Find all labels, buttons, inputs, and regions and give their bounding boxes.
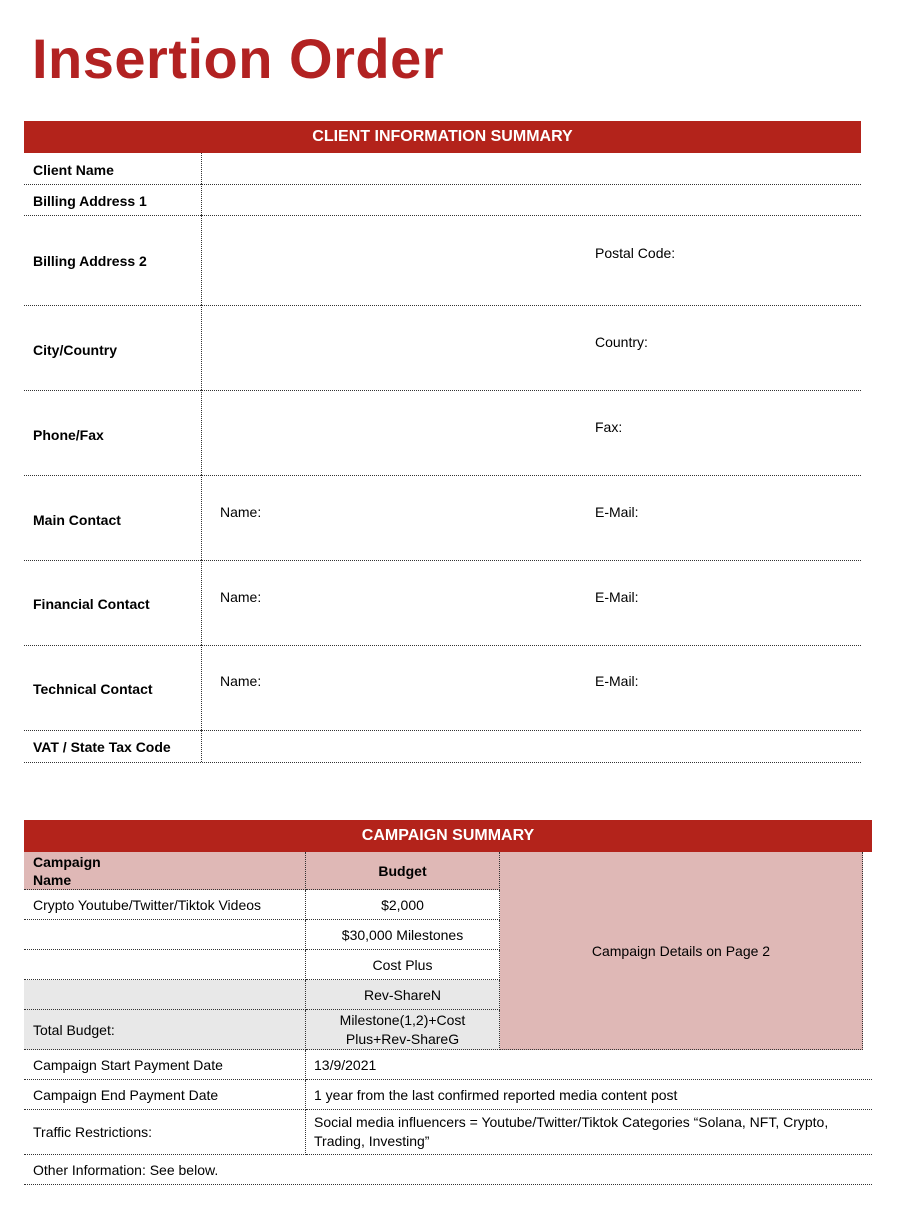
column-divider [201,305,202,390]
start-date-value: 13/9/2021 [306,1050,872,1080]
column-divider [201,390,202,475]
city-country-label: City/Country [33,342,117,358]
main-contact-email-label: E-Mail: [595,504,639,520]
technical-contact-email-label: E-Mail: [595,673,639,689]
start-date-label: Campaign Start Payment Date [24,1050,306,1080]
campaign-item-budget: Cost Plus [306,950,500,980]
financial-contact-label: Financial Contact [33,596,150,612]
financial-contact-row [24,560,861,646]
column-divider [201,475,202,560]
country-label: Country: [595,334,648,350]
traffic-restrictions-value: Social media influencers = Youtube/Twitter/Tiktok Categories “Solana, NFT, Crypto, Trading, Investing” [306,1110,872,1155]
main-contact-label: Main Contact [33,512,121,528]
billing-address-1-label: Billing Address 1 [33,193,147,209]
end-date-label: Campaign End Payment Date [24,1080,306,1110]
city-country-row [24,305,861,391]
main-contact-name-label: Name: [220,504,262,520]
technical-contact-name-label: Name: [220,673,262,689]
billing-address-2-row [24,215,861,306]
financial-contact-name-label: Name: [220,589,262,605]
column-divider [201,730,202,762]
client-info-header: CLIENT INFORMATION SUMMARY [24,121,861,153]
client-name-row [24,153,861,185]
client-name-label: Client Name [33,162,114,178]
total-budget-value: Milestone(1,2)+Cost Plus+Rev-ShareG [306,1010,500,1050]
column-divider [201,153,202,184]
postal-code-label: Postal Code: [595,245,676,261]
campaign-item-name [24,950,306,980]
campaign-item-budget: Rev-ShareN [306,980,500,1010]
campaign-item-name [24,920,306,950]
vat-label: VAT / State Tax Code [33,739,171,755]
main-contact-row [24,475,861,561]
campaign-item-budget: $30,000 Milestones [306,920,500,950]
client-info-table [24,153,861,763]
column-divider [201,215,202,305]
column-divider [201,560,202,645]
column-divider [201,184,202,215]
phone-fax-row [24,390,861,476]
traffic-restrictions-label: Traffic Restrictions: [24,1110,306,1155]
billing-address-1-row [24,184,861,216]
other-information-label: Other Information: See below. [24,1155,872,1185]
campaign-item-name [24,980,306,1010]
campaign-summary-header: CAMPAIGN SUMMARY [24,820,872,852]
column-divider [201,645,202,730]
total-budget-label: Total Budget: [24,1010,306,1050]
campaign-item-name: Crypto Youtube/Twitter/Tiktok Videos [24,890,306,920]
technical-contact-label: Technical Contact [33,681,153,697]
budget-header: Budget [306,852,500,890]
campaign-name-header: Campaign Name [24,852,306,890]
campaign-item-budget: $2,000 [306,890,500,920]
phone-fax-label: Phone/Fax [33,427,104,443]
end-date-value: 1 year from the last confirmed reported media content post [306,1080,872,1110]
vat-row [24,730,861,763]
financial-contact-email-label: E-Mail: [595,589,639,605]
campaign-summary-table [24,852,872,1186]
document-title: Insertion Order [32,27,445,90]
fax-label: Fax: [595,419,623,435]
technical-contact-row [24,645,861,731]
billing-address-2-label: Billing Address 2 [33,253,147,269]
campaign-details-box: Campaign Details on Page 2 [500,852,863,1050]
